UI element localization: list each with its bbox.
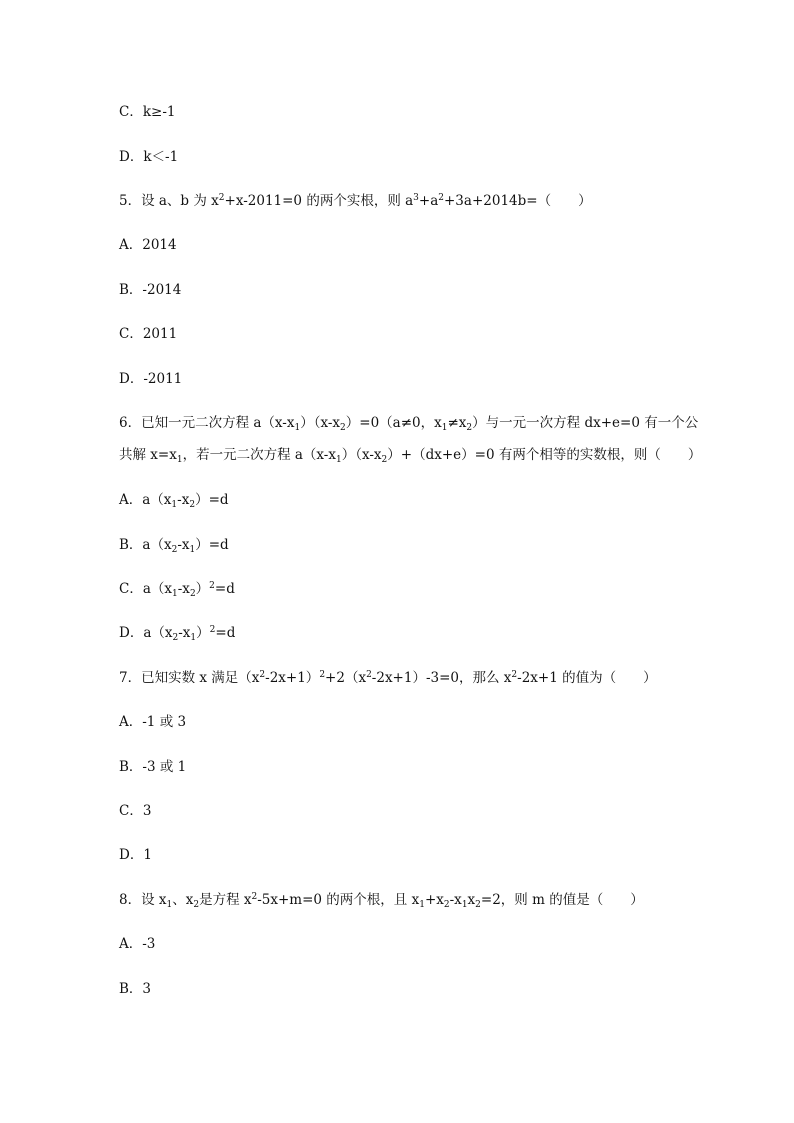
text-run: 2014	[142, 237, 177, 253]
subscript: 1	[172, 589, 178, 599]
text-run: -5x+m=0 的两个根，且 x	[257, 892, 420, 908]
text-run: -2x+1 的值为（ ）	[517, 670, 657, 686]
question-line	[119, 236, 177, 254]
subscript: 2	[172, 633, 179, 643]
subscript: 2	[340, 423, 346, 433]
superscript: 2	[209, 581, 215, 591]
text-run: ，若一元二次方程 a（x-x	[182, 447, 336, 463]
text-run: ）与一元一次方程 dx+e=0 有一个公	[472, 415, 699, 431]
text-run: 共解 x=x	[119, 447, 177, 463]
item-label: D．	[119, 371, 144, 387]
text-run: -2x+1）	[265, 670, 320, 686]
text-run: ）=d	[195, 537, 229, 553]
subscript: 2	[189, 500, 196, 510]
superscript: 2	[366, 670, 372, 680]
text-run: -2x+1）-3=0，那么 x	[371, 670, 512, 686]
question-line	[119, 325, 177, 343]
text-run: a（x	[142, 581, 173, 597]
item-label: D．	[119, 625, 144, 641]
subscript: 1	[176, 455, 183, 465]
text-run: -x	[449, 892, 462, 908]
question-line	[119, 846, 152, 864]
subscript: 2	[381, 455, 388, 465]
question-line	[119, 713, 186, 731]
text-run: a（x	[143, 625, 173, 641]
question-line	[119, 802, 151, 820]
item-label: A．	[119, 936, 143, 952]
text-run: =d	[214, 581, 235, 597]
superscript: 2	[259, 670, 266, 680]
text-run: ）（x-x	[341, 447, 382, 463]
item-label: C．	[119, 581, 143, 597]
item-label: A．	[119, 714, 143, 730]
question-line	[119, 758, 186, 776]
item-label: B．	[119, 282, 143, 298]
subscript: 1	[335, 455, 342, 465]
text-run: ）	[196, 625, 210, 641]
item-label: B．	[119, 981, 143, 997]
superscript: 2	[251, 892, 258, 902]
text-run: -3 或 1	[142, 759, 187, 775]
text-run: -3	[142, 936, 156, 952]
item-label: D．	[119, 847, 144, 863]
question-line	[119, 414, 698, 432]
question-line	[119, 624, 235, 642]
item-label: D．	[119, 149, 144, 165]
text-run: 3	[142, 981, 152, 997]
question-line	[119, 281, 181, 299]
item-label: C．	[119, 326, 143, 342]
text-run: -x	[177, 537, 190, 553]
subscript: 2	[475, 900, 481, 910]
question-line	[119, 891, 644, 909]
text-run: a（x	[142, 492, 172, 508]
text-run: ）=d	[195, 492, 229, 508]
subscript: 2	[443, 900, 450, 910]
superscript: 2	[319, 670, 326, 680]
text-run: 是方程 x	[199, 892, 252, 908]
question-line	[119, 935, 155, 953]
item-label: C．	[119, 803, 143, 819]
text-run: +2（x	[325, 670, 367, 686]
text-run: +a	[418, 193, 439, 209]
superscript: 2	[511, 670, 518, 680]
text-run: =d	[215, 625, 236, 641]
question-continuation-line	[119, 446, 701, 464]
superscript: 2	[218, 193, 225, 203]
text-run: 2011	[142, 326, 178, 342]
text-run: +x	[424, 892, 444, 908]
subscript: 2	[171, 545, 178, 555]
subscript: 2	[466, 423, 473, 433]
text-run: 设 x	[141, 892, 167, 908]
text-run: 设 a、b 为 x	[141, 193, 219, 209]
item-label: C．	[119, 104, 143, 120]
subscript: 1	[461, 900, 468, 910]
item-label: A．	[119, 492, 143, 508]
subscript: 1	[419, 900, 425, 910]
subscript: 1	[441, 423, 448, 433]
question-line	[119, 103, 176, 121]
question-line	[119, 192, 592, 210]
text-run: -x	[178, 625, 191, 641]
question-line	[119, 491, 229, 509]
subscript: 1	[189, 545, 196, 555]
question-line	[119, 536, 229, 554]
subscript: 1	[166, 900, 173, 910]
subscript: 1	[294, 423, 301, 433]
text-run: a（x	[142, 537, 172, 553]
question-line	[119, 148, 178, 166]
subscript: 1	[171, 500, 178, 510]
item-label: 7．	[119, 670, 142, 686]
item-label: B．	[119, 759, 143, 775]
text-run: 3	[142, 803, 152, 819]
text-run: ）	[195, 581, 210, 597]
text-run: -x	[177, 581, 190, 597]
subscript: 1	[190, 633, 197, 643]
subscript: 2	[189, 589, 196, 599]
text-run: k＜-1	[143, 149, 179, 165]
text-run: +3a+2014b=（ ）	[444, 193, 592, 209]
question-line	[119, 580, 235, 598]
item-label: 5．	[119, 193, 142, 209]
item-label: 6．	[119, 415, 142, 431]
text-run: k≥-1	[142, 104, 176, 120]
text-run: 、x	[172, 892, 194, 908]
subscript: 2	[193, 900, 200, 910]
text-run: 1	[143, 847, 152, 863]
item-label: A．	[119, 237, 143, 253]
text-run: -x	[177, 492, 190, 508]
text-run: x	[467, 892, 476, 908]
superscript: 2	[209, 625, 216, 635]
text-run: -2014	[142, 282, 182, 298]
text-run: -1 或 3	[142, 714, 187, 730]
text-run: ）（x-x	[300, 415, 341, 431]
question-line	[119, 980, 151, 998]
question-line	[119, 669, 657, 687]
text-run: -2011	[143, 371, 183, 387]
item-label: 8．	[119, 892, 142, 908]
text-run: 已知一元二次方程 a（x-x	[141, 415, 295, 431]
superscript: 3	[413, 193, 419, 203]
item-label: B．	[119, 537, 143, 553]
text-run: =2，则 m 的值是（ ）	[480, 892, 644, 908]
text-run: ）=0（a≠0，x	[345, 415, 442, 431]
question-line	[119, 370, 182, 388]
text-run: ≠x	[447, 415, 467, 431]
text-run: ）+（dx+e）=0 有两个相等的实数根，则（ ）	[387, 447, 702, 463]
text-run: 已知实数 x 满足（x	[141, 670, 260, 686]
text-run: +x-2011=0 的两个实根，则 a	[224, 193, 414, 209]
superscript: 2	[438, 193, 444, 203]
